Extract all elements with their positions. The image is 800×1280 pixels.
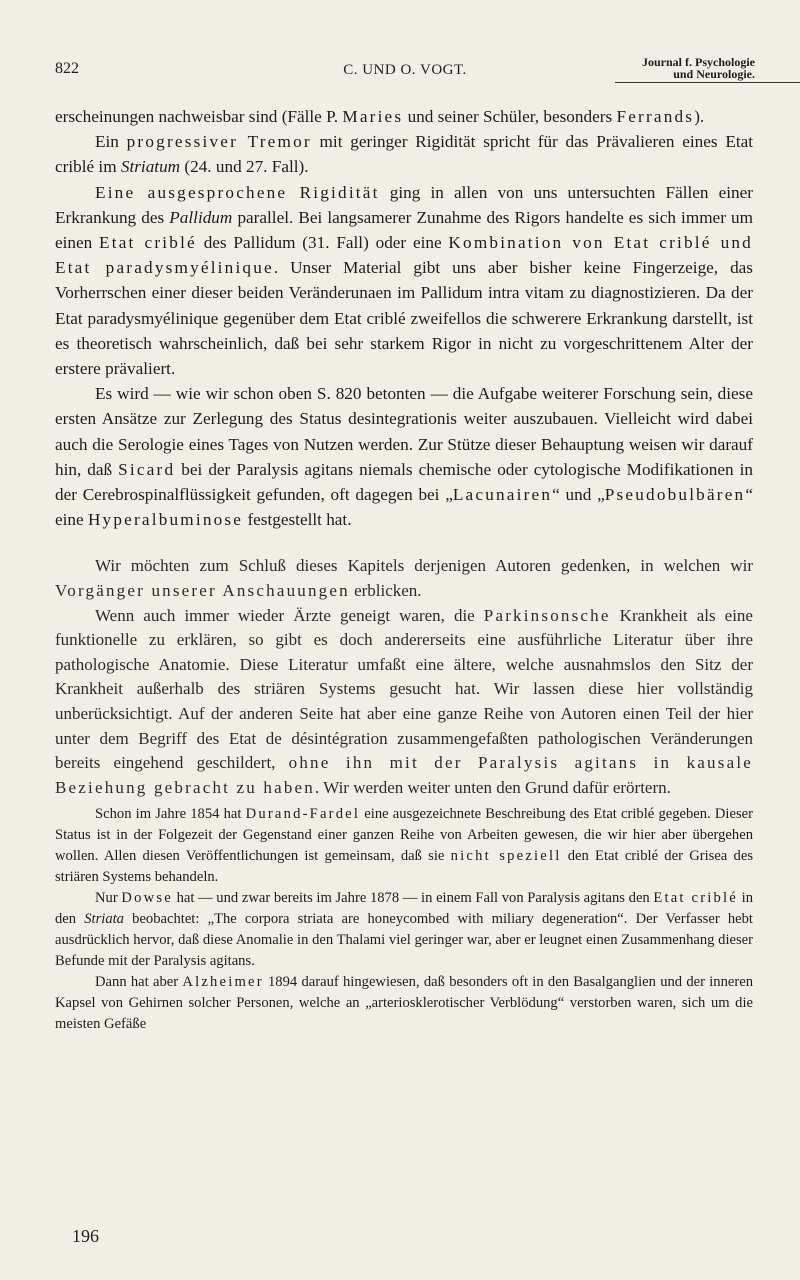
emphasis: Kombination von Etat criblé und Etat paradysmyélinique bbox=[55, 233, 753, 278]
text-run: beobachtet: „The corpora striata are honeycombed with miliary degeneration“. Der Verfasser hebt ausdrücklich hervor, daß diese Anomalie in den Thalami viel geringer war, aber er leugnet einen Zusammenhang dieser Befunde mit der Paralysis agitans. bbox=[55, 911, 753, 970]
journal-line-1: Journal f. Psychologie bbox=[642, 55, 755, 69]
author-name: Parkinsonsche bbox=[483, 605, 611, 625]
emphasis: ohne ihn mit der Paralysis agitans in kausale Beziehung gebracht zu haben bbox=[55, 753, 753, 797]
footer-page-number: 196 bbox=[72, 1226, 99, 1246]
text-run: “ eine bbox=[55, 485, 753, 530]
emphasis: Vorgänger unserer Anschauungen bbox=[55, 581, 350, 601]
text-run: Dann hat aber bbox=[95, 974, 183, 991]
text-run: den Etat criblé der Grisea des striären Systems behandeln. bbox=[55, 848, 753, 886]
text-run: ging in allen von uns untersuchten Fällen einer Erkrankung des bbox=[55, 182, 753, 227]
text-run: Schon im Jahre 1854 hat bbox=[95, 806, 246, 823]
text-run: bei der Paralysis agitans niemals chemische oder cytologische Modifikationen in der Cerebrospinalflüssigkeit gefunden, oft dagegen bei „ bbox=[55, 459, 754, 505]
emphasis: Etat criblé bbox=[653, 890, 738, 907]
author-name: Ferrands bbox=[616, 107, 695, 126]
paragraph-8 bbox=[55, 888, 753, 972]
text-run: Krankheit als eine funktionelle zu erklären, so gibt es doch andererseits eine ausführliche Literatur über ihre pathologische Anatomie. Diese Literatur umfaßt eine ältere, welche ausnahmslos den Sitz der Krankheit bbox=[55, 605, 753, 699]
text-run: . Unser Material gibt uns aber bisher keine Fingerzeige, das Vorherrschen einer dieser beiden Veränderunaen im Pallidum intra vitam zu diagnostizieren. Da der Etat paradysmyélinique gegenüber dem Etat criblé zweifellos die schwerere Erkrankung darstellt, ist es theoretisch wahrscheinlich, daß bei sehr starkem Rigor in nicht zu vorgeschrittenem Alter der erstere prävaliert. bbox=[55, 258, 753, 379]
text-run: in den bbox=[55, 890, 753, 928]
emphasis: Pseudobulbären bbox=[604, 485, 746, 505]
author-name: Dowse bbox=[121, 890, 173, 907]
text-run: (24. und 27. Fall). bbox=[180, 157, 309, 177]
text-run: Wir möchten zum Schluß dieses Kapitels derjenigen Autoren gedenken, in welchen wir bbox=[95, 556, 753, 576]
paragraph-1 bbox=[55, 104, 753, 129]
paragraph-7 bbox=[55, 804, 753, 888]
text-run: Es wird — wie wir schon oben S. 820 betonten — die Aufgabe weiterer Forschung sein, diese ersten Ansätze zur Zerlegung des Status desintegrationis weiter auszubauen. Vielleicht wird dabei auch die Serologie eines Tages von Nutzen werden. Zur Stütze dieser Behauptung weisen wir darauf hin, daß bbox=[55, 384, 753, 479]
text-run: erscheinungen nachweisbar sind (Fälle P. bbox=[55, 107, 343, 126]
text-run: eine ausgezeichnete Beschreibung des Etat criblé gegeben. Dieser Status ist in der Folgezeit der Gegenstand einer ganzen Reihe von Arbeiten gewesen, die wir hier aber übergehen wollen. Allen diesen Veröffentlichungen ist gemeinsam, daß sie bbox=[55, 806, 753, 865]
text-run: ). bbox=[694, 107, 705, 126]
running-header bbox=[55, 52, 755, 88]
text-run: und seiner Schüler, besonders bbox=[403, 107, 617, 126]
text-run: festgestellt hat. bbox=[243, 510, 352, 530]
emphasis: Etat criblé bbox=[99, 233, 197, 253]
italic-term: Striatum bbox=[120, 157, 181, 177]
text-run: mit geringer Rigidität spricht für das Prävalieren eines Etat criblé im bbox=[55, 132, 753, 177]
text-run: des striären Systems gesucht hat. Wir lassen diese hier vollständig unberücksichtigt. Auf der anderen Seite hat aber eine ganze Reihe von Autoren einen Teil der hier unter dem Begriff des Etat de désintégration zusammengefaßten pathologischen Veränderungen bereits eingehend geschildert, bbox=[55, 679, 753, 773]
journal-line-2: und Neurologie. bbox=[673, 67, 755, 81]
running-title: C. UND O. VOGT. bbox=[343, 62, 467, 78]
section-gap bbox=[55, 532, 753, 554]
page-number: 822 bbox=[55, 60, 79, 77]
paragraph-5 bbox=[55, 554, 753, 603]
paragraph-3 bbox=[55, 180, 753, 382]
emphasis: Hyperalbuminose bbox=[87, 510, 244, 530]
italic-term: Pallidum bbox=[169, 207, 233, 227]
emphasis: Eine ausgesprochene Rigidität bbox=[95, 182, 380, 202]
section-predecessors bbox=[55, 554, 753, 800]
text-run: 1894 darauf hingewiesen, daß besonders oft in den Basalganglien und der inneren Kapsel von Gehirnen solcher Personen, welche an „arteriosklerotischer Verblödung“ verstorben waren, sich um die meisten Gefäße bbox=[55, 974, 754, 1033]
text-run: Nur bbox=[95, 890, 122, 907]
text-run: erblicken. bbox=[349, 581, 422, 601]
emphasis: progressiver Tremor bbox=[126, 132, 312, 152]
emphasis: Lacunairen bbox=[452, 485, 553, 505]
text-run: Wenn auch immer wieder Ärzte geneigt waren, die bbox=[95, 605, 484, 625]
emphasis: nicht speziell bbox=[450, 848, 562, 865]
emphasis: außerhalb bbox=[136, 679, 204, 699]
text-run: Ein bbox=[95, 132, 127, 152]
journal-name bbox=[642, 56, 755, 80]
paragraph-2 bbox=[55, 129, 753, 179]
author-name: Maries bbox=[342, 107, 404, 126]
section-small-print bbox=[55, 804, 753, 1035]
text-run: hat — und zwar bereits im Jahre 1878 — in einem Fall von Paralysis agitans den bbox=[172, 890, 654, 907]
author-name: Sicard bbox=[118, 459, 176, 479]
paragraph-4 bbox=[55, 381, 753, 532]
body-text bbox=[55, 104, 753, 1035]
text-run: “ und „ bbox=[552, 485, 605, 505]
paragraph-6 bbox=[55, 604, 753, 801]
italic-term: Striata bbox=[84, 911, 124, 928]
text-run: parallel. Bei langsamerer Zunahme des Rigors handelte es sich immer um einen bbox=[55, 207, 753, 253]
text-run: des Pallidum (31. Fall) oder eine bbox=[196, 233, 449, 253]
author-name: Alzheimer bbox=[182, 974, 264, 991]
author-name: Durand-Fardel bbox=[245, 806, 361, 823]
header-rule bbox=[615, 82, 800, 83]
paragraph-9 bbox=[55, 972, 753, 1035]
text-run: . Wir werden weiter unten den Grund dafür erörtern. bbox=[315, 777, 671, 797]
